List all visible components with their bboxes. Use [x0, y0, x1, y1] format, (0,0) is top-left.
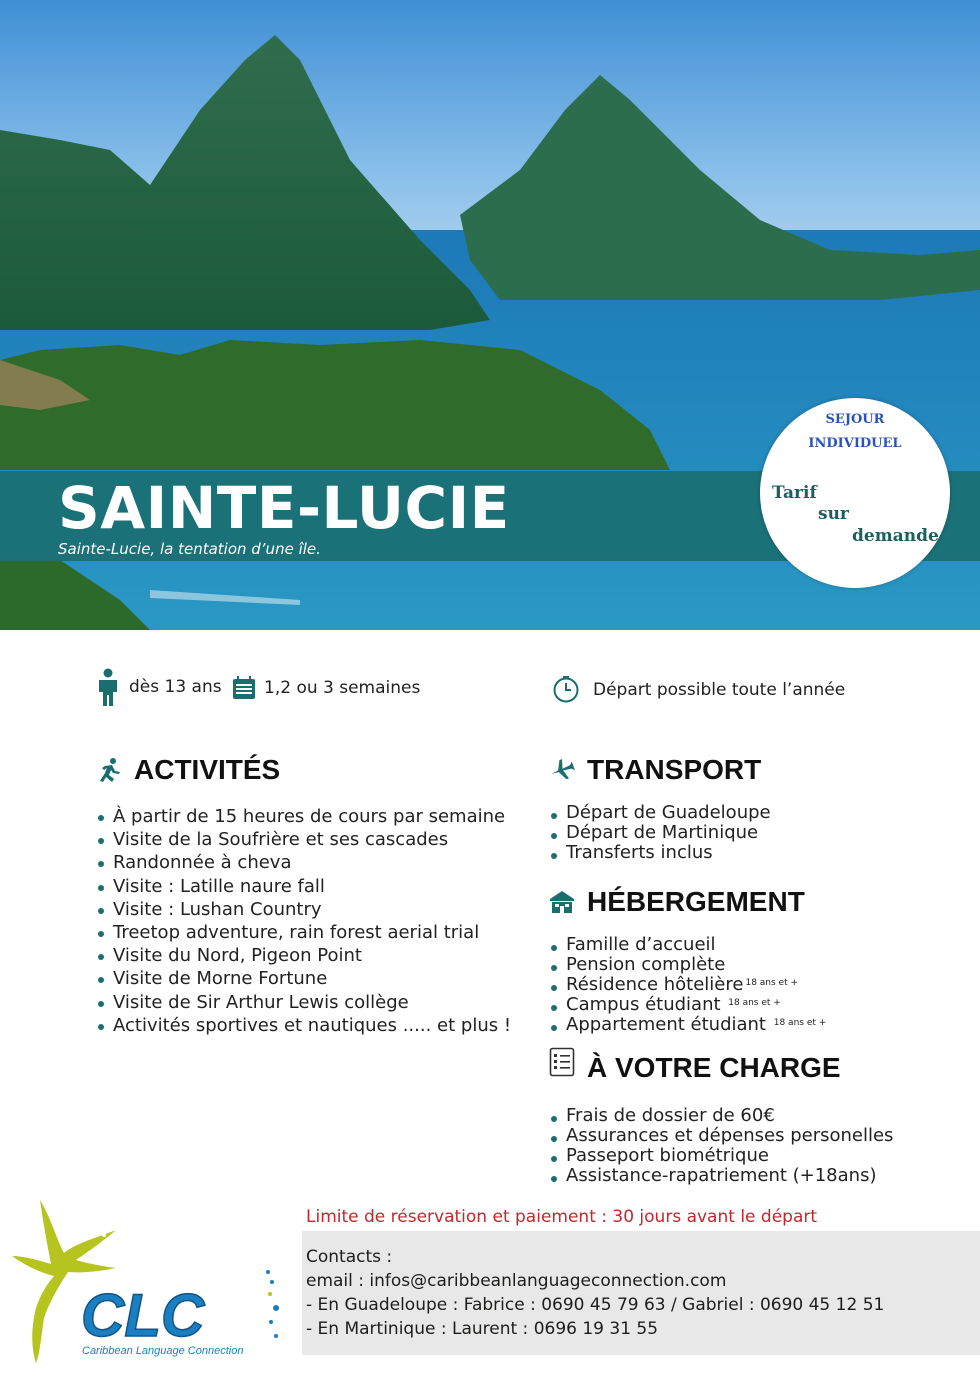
list-item: Départ de Martinique: [549, 823, 771, 843]
activites-list: [96, 805, 511, 1037]
duration-info: [232, 676, 420, 700]
contacts-box: [302, 1231, 980, 1355]
person-icon: [96, 668, 120, 706]
list-item: Résidence hôtelière $^{18 ans et +}$: [549, 975, 826, 995]
charge-heading: [549, 1052, 841, 1084]
list-item: À partir de 15 heures de cours par semaine: [96, 805, 511, 828]
transport-heading: [549, 754, 761, 786]
list-item: Visite du Nord, Pigeon Point: [96, 944, 511, 967]
transport-list: [549, 803, 771, 863]
age-note: 18 ans et +: [728, 998, 781, 1008]
list-item: Départ de Guadeloupe: [549, 803, 771, 823]
badge-line-1: SEJOUR: [825, 412, 885, 427]
booking-limit-notice: Limite de réservation et paiement : 30 jours avant le départ: [306, 1207, 818, 1227]
contact-guadeloupe: - En Guadeloupe : Fabrice : 0690 45 79 63 / Gabriel : 0690 45 12 51: [306, 1295, 885, 1315]
departure-label: Départ possible toute l’année: [593, 680, 846, 700]
hummingbird-logo-icon: [6, 1198, 296, 1368]
list-item: Assistance-rapatriement (+18ans): [549, 1166, 893, 1186]
list-item: Treetop adventure, rain forest aerial trial: [96, 921, 511, 944]
price-badge: [760, 398, 950, 588]
age-label: dès 13 ans: [129, 677, 222, 697]
hebergement-title: HÉBERGEMENT: [587, 886, 805, 917]
list-item: Pension complète: [549, 955, 826, 975]
clock-icon: [552, 676, 580, 704]
age-note: 18 ans et +: [773, 1018, 827, 1028]
running-icon: [96, 757, 122, 783]
contact-email[interactable]: email : infos@caribbeanlanguageconnection.com: [306, 1271, 727, 1291]
badge-demande: demande: [852, 526, 939, 546]
page-subtitle: Sainte-Lucie, la tentation d’une île.: [58, 540, 321, 558]
clc-logo: [6, 1198, 296, 1368]
charge-list: [549, 1106, 893, 1186]
list-item: Appartement étudiant $^{18 ans et +}$: [549, 1015, 826, 1035]
contact-martinique: - En Martinique : Laurent : 0696 19 31 55: [306, 1319, 659, 1339]
list-item: Passeport biométrique: [549, 1146, 893, 1166]
transport-title: TRANSPORT: [587, 754, 762, 785]
list-item: Visite de la Soufrière et ses cascades: [96, 828, 511, 851]
list-item: Visite de Sir Arthur Lewis collège: [96, 991, 511, 1014]
age-info: [96, 668, 222, 706]
logo-brand: CLC: [81, 1282, 205, 1349]
charge-title: À VOTRE CHARGE: [587, 1052, 841, 1083]
hero-image: [0, 0, 980, 630]
list-item: Assurances et dépenses personelles: [549, 1126, 893, 1146]
building-icon: [549, 890, 575, 914]
duration-label: 1,2 ou 3 semaines: [264, 678, 421, 698]
hebergement-list: [549, 935, 826, 1035]
badge-line-2: INDIVIDUEL: [808, 436, 902, 451]
hebergement-heading: [549, 886, 805, 918]
checklist-icon: [549, 1047, 575, 1077]
badge-sur: sur: [818, 504, 849, 524]
age-note: 18 ans et +: [745, 978, 799, 988]
list-item: Visite de Morne Fortune: [96, 967, 511, 990]
list-item: Famille d’accueil: [549, 935, 826, 955]
list-item: Transferts inclus: [549, 843, 771, 863]
calendar-icon: [232, 676, 256, 700]
list-item: Visite : Lushan Country: [96, 898, 511, 921]
list-item: Campus étudiant $^{18 ans et +}$: [549, 995, 826, 1015]
airplane-icon: [549, 756, 575, 784]
list-item: Randonnée à cheva: [96, 851, 511, 874]
departure-info: [552, 676, 845, 704]
list-item: Visite : Latille naure fall: [96, 875, 511, 898]
activites-title: ACTIVITÉS: [134, 754, 281, 785]
list-item: Frais de dossier de 60€: [549, 1106, 893, 1126]
page-title: SAINTE-LUCIE: [58, 474, 510, 542]
badge-tarif: Tarif: [772, 483, 817, 503]
contacts-title: Contacts :: [306, 1247, 393, 1267]
list-item: Activités sportives et nautiques ..... et plus !: [96, 1014, 511, 1037]
logo-tagline: Caribbean Language Connection: [82, 1345, 244, 1357]
activites-heading: [96, 754, 280, 786]
